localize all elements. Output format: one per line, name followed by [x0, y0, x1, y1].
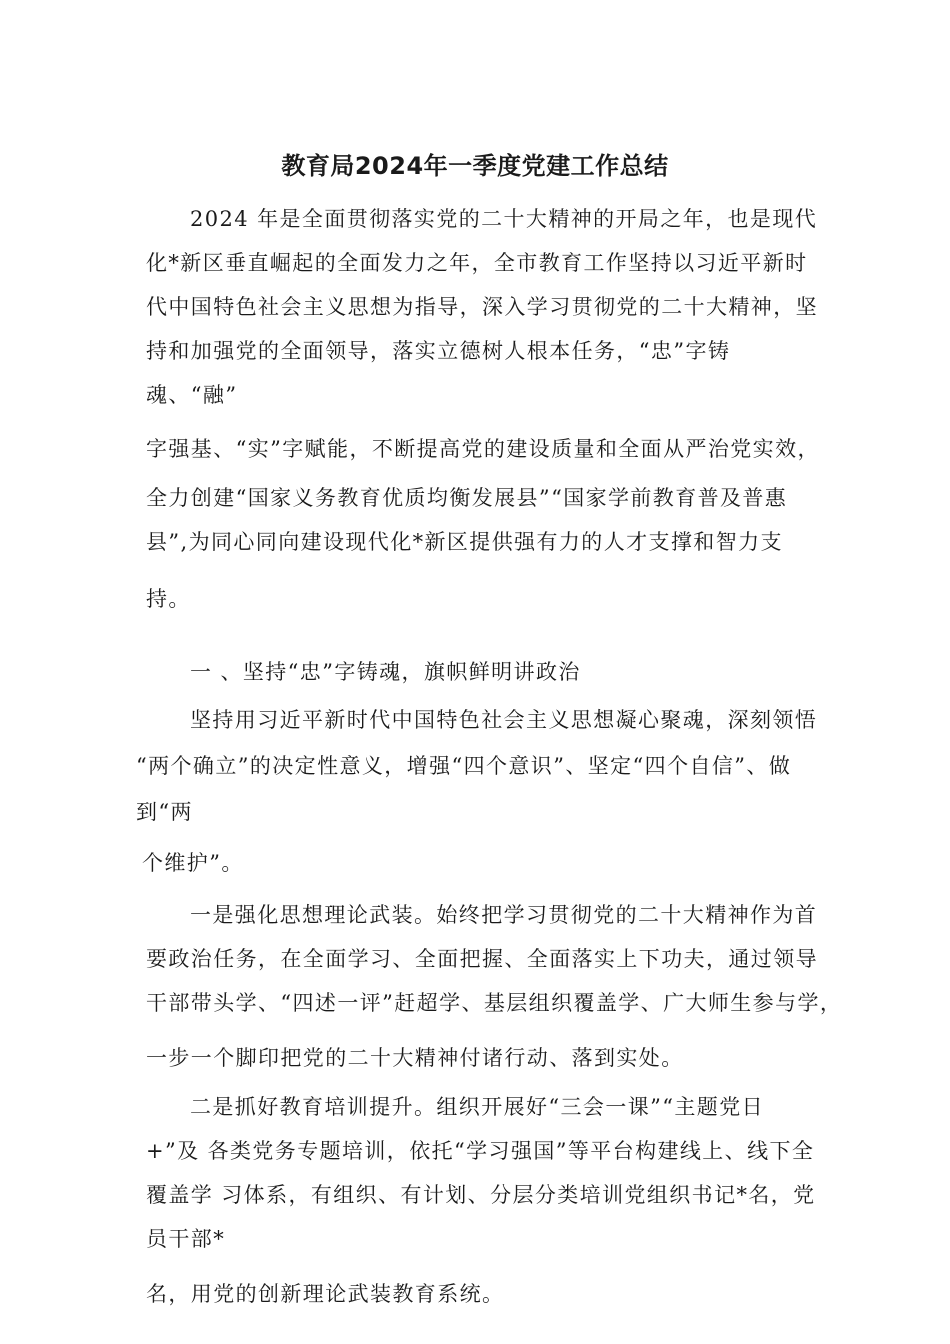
paragraph-line: 要政治任务，在全面学习、全面把握、全面落实上下功夫，通过领导: [146, 947, 818, 971]
paragraph-line: 名，用党的创新理论武装教育系统。: [146, 1282, 505, 1306]
paragraph-line: 个维护”。: [142, 851, 244, 875]
paragraph-line: 坚持用习近平新时代中国特色社会主义思想凝心聚魂，深刻领悟: [190, 708, 818, 732]
paragraph-line: 持和加强党的全面领导，落实立德树人根本任务，“忠”字铸: [146, 339, 731, 363]
paragraph-line: 2024 年是全面贯彻落实党的二十大精神的开局之年，也是现代: [190, 207, 818, 231]
section-heading: 一 、坚持“忠”字铸魂，旗帜鲜明讲政治: [190, 660, 581, 684]
paragraph-line: 到“两: [136, 800, 193, 824]
paragraph-line: 字强基、“实”字赋能，不断提高党的建设质量和全面从严治党实效，: [146, 437, 820, 461]
paragraph-line: +”及 各类党务专题培训，依托“学习强国”等平台构建线上、线下全: [146, 1139, 815, 1163]
paragraph-line: 代中国特色社会主义思想为指导，深入学习贯彻党的二十大精神，坚: [146, 295, 818, 319]
paragraph-line: 一步一个脚印把党的二十大精神付诸行动、落到实处。: [146, 1046, 684, 1070]
paragraph-line: 魂、“融”: [146, 383, 238, 407]
paragraph-line: 县”,为同心同向建设现代化*新区提供强有力的人才支撑和智力支: [146, 530, 783, 554]
paragraph-line: 员干部*: [146, 1227, 226, 1251]
document-title: 教育局2024年一季度党建工作总结: [281, 152, 669, 180]
paragraph-line: 全力创建“国家义务教育优质均衡发展县”“国家学前教育普及普惠: [146, 486, 788, 510]
paragraph-line: 化*新区垂直崛起的全面发力之年，全市教育工作坚持以习近平新时: [146, 251, 808, 275]
paragraph-line: 覆盖学 习体系，有组织、有计划、分层分类培训党组织书记*名，党: [146, 1183, 816, 1207]
paragraph-line: 持。: [146, 587, 191, 611]
paragraph-line: 干部带头学、“四述一评”赶超学、基层组织覆盖学、广大师生参与学，: [146, 991, 843, 1015]
paragraph-line: 一是强化思想理论武装。始终把学习贯彻党的二十大精神作为首: [190, 903, 818, 927]
paragraph-line: 二是抓好教育培训提升。组织开展好“三会一课”“主题党日: [190, 1095, 765, 1119]
paragraph-line: “两个确立”的决定性意义，增强“四个意识”、坚定“四个自信”、做: [136, 754, 792, 778]
